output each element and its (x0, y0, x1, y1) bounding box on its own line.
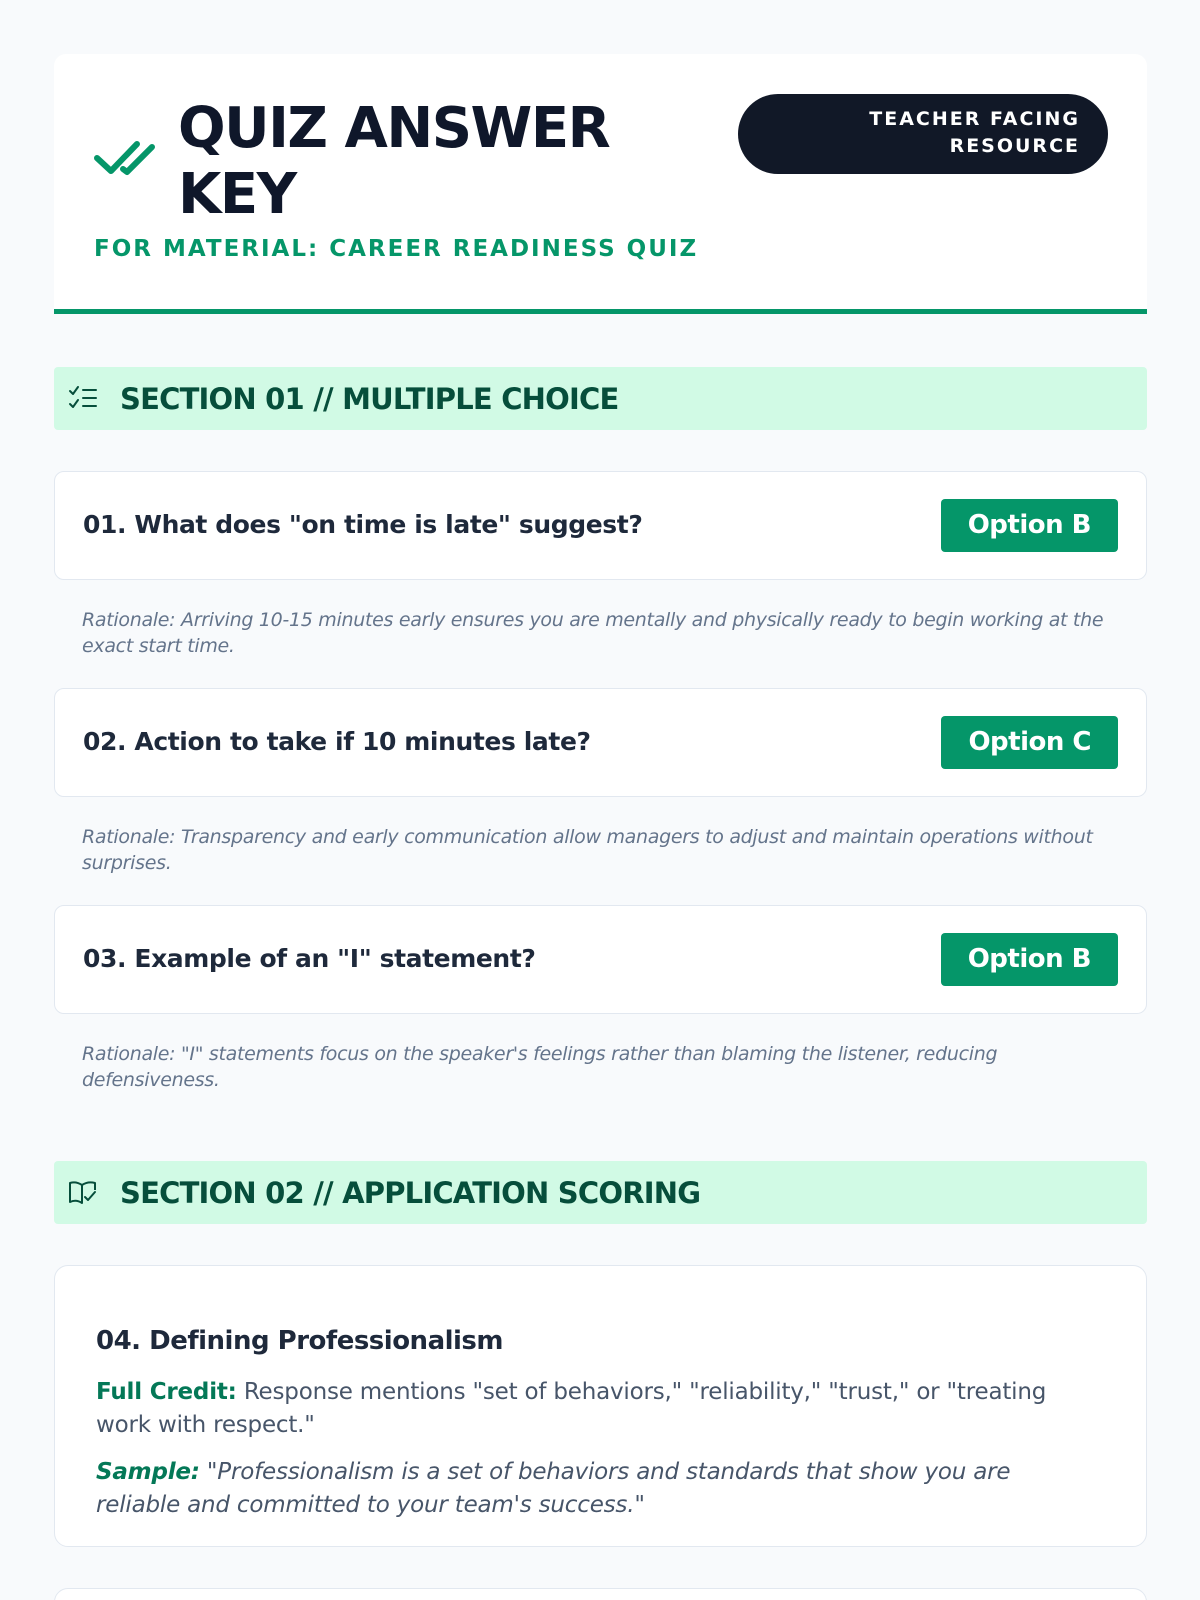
sample-text: "Professionalism is a set of behaviors and standards that show you are reliable and committed to your team's success." (96, 1459, 1011, 1518)
full-credit-label: Full Credit: (96, 1379, 237, 1405)
question-card-03 (54, 905, 1147, 1014)
section-01-header (54, 367, 1147, 430)
question-text: 01. What does "on time is late" suggest? (83, 510, 643, 539)
answer-badge: Option C (941, 716, 1118, 769)
application-title: 04. Defining Professionalism (96, 1326, 504, 1356)
application-card-04 (54, 1265, 1147, 1547)
full-credit-criteria (96, 1376, 1066, 1442)
rationale-text: Rationale: "I" statements focus on the speaker's feelings rather than blaming the listener, reducing defensiveness. (82, 1043, 998, 1091)
full-credit-text: Response mentions "set of behaviors," "reliability," "trust," or "treating work with respect." (96, 1379, 1047, 1438)
answer-badge: Option B (941, 499, 1118, 552)
page-subtitle: FOR MATERIAL: CAREER READINESS QUIZ (94, 236, 699, 262)
question-card-01 (54, 471, 1147, 580)
page-title: QUIZ ANSWER KEY (178, 96, 610, 227)
question-text: 03. Example of an "I" statement? (83, 944, 536, 973)
checklist-icon (68, 384, 98, 414)
rationale-text: Rationale: Arriving 10-15 minutes early ensures you are mentally and physically ready to begin working at the exact start time. (82, 609, 1104, 657)
rationale-text: Rationale: Transparency and early communication allow managers to adjust and maintain operations without surprises. (82, 826, 1093, 874)
question-card-02 (54, 688, 1147, 797)
section-02-header (54, 1161, 1147, 1224)
answer-badge: Option B (941, 933, 1118, 986)
book-check-icon (68, 1178, 98, 1208)
header-card (54, 54, 1147, 314)
double-check-icon (94, 138, 156, 178)
resource-badge: TEACHER FACING RESOURCE (738, 94, 1108, 174)
next-card (54, 1588, 1147, 1600)
section-01-title: SECTION 01 // MULTIPLE CHOICE (120, 382, 619, 416)
sample-answer (96, 1456, 1066, 1522)
question-text: 02. Action to take if 10 minutes late? (83, 727, 591, 756)
sample-label: Sample: (96, 1459, 200, 1485)
section-02-title: SECTION 02 // APPLICATION SCORING (120, 1176, 701, 1210)
